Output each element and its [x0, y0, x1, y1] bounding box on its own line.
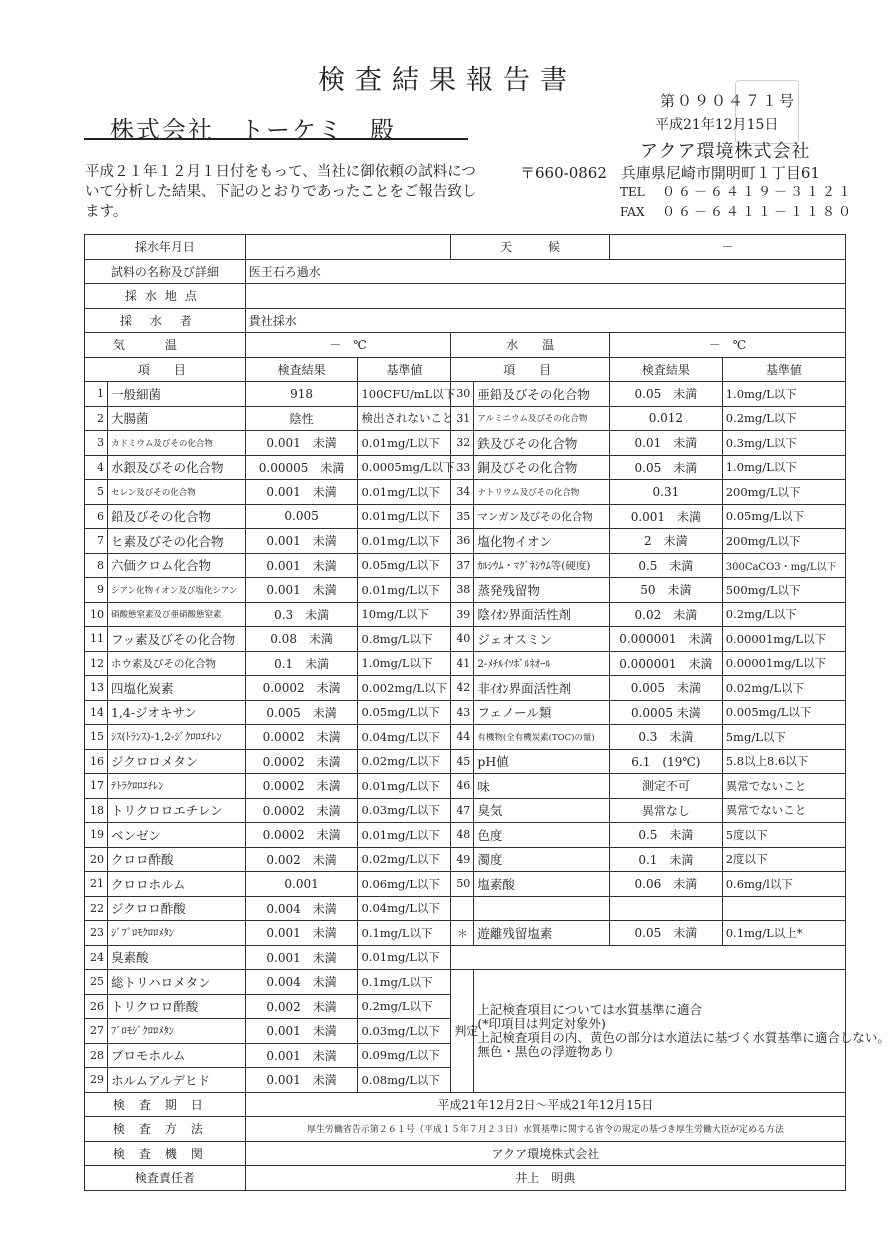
item-name: 味	[474, 774, 610, 799]
item-name: ブロモホルム	[107, 1043, 245, 1068]
sample-name-value: 医王石ろ過水	[245, 259, 845, 284]
row-inspection-period	[85, 1092, 846, 1117]
street-address: 兵庫県尼崎市開明町１丁目61	[620, 164, 820, 182]
item-number: 39	[451, 602, 474, 627]
item-name: セレン及びその化合物	[107, 480, 245, 505]
sample-name-label: 試料の名称及び詳細	[85, 259, 246, 284]
table-row	[85, 406, 846, 431]
table-row	[85, 651, 846, 676]
item-name: 陰ｲｵﾝ界面活性剤	[474, 602, 610, 627]
item-result: 陰性	[245, 406, 358, 431]
item-number: 43	[451, 700, 474, 725]
item-result: 0.004 未満	[245, 896, 358, 921]
item-standard: 0.8mg/L以下	[358, 627, 451, 652]
row-column-headers	[85, 357, 846, 382]
item-name: 2-ﾒﾁﾙｲｿﾎﾞﾙﾈｵｰﾙ	[474, 651, 610, 676]
item-number: 37	[451, 553, 474, 578]
table-row	[85, 504, 846, 529]
item-name: クロロ酢酸	[107, 847, 245, 872]
table-row	[85, 480, 846, 505]
item-name: 水銀及びその化合物	[107, 455, 245, 480]
location-label: 採水地点	[85, 284, 246, 309]
table-row	[85, 627, 846, 652]
item-standard: 5mg/L以下	[722, 725, 845, 750]
item-result: 2 未満	[610, 529, 723, 554]
judgement-line2: (*印項目は判定対象外)	[477, 1015, 606, 1031]
postal-code: 〒660-0862	[520, 164, 607, 182]
item-number: 8	[85, 553, 108, 578]
item-standard: 0.01mg/L以下	[358, 578, 451, 603]
item-standard: 0.02mg/L以下	[358, 749, 451, 774]
row-sampling-date	[85, 235, 846, 260]
item-standard: 0.05mg/L以下	[358, 700, 451, 725]
item-name: ジェオスミン	[474, 627, 610, 652]
item-number: 2	[85, 406, 108, 431]
sampler-value: 貴社採水	[245, 308, 845, 333]
item-standard: 異常でないこと	[722, 798, 845, 823]
weather-label: 天 候	[451, 235, 610, 260]
item-standard: 0.1mg/L以下	[358, 970, 451, 995]
method-label: 検査方法	[85, 1117, 246, 1142]
item-number: 14	[85, 700, 108, 725]
fax-number: ０６－６４１１－１１８０	[662, 205, 855, 220]
row-responsible	[85, 1166, 846, 1191]
item-name: トリクロロ酢酸	[107, 994, 245, 1019]
item-name: 六価クロム化合物	[107, 553, 245, 578]
item-result: 0.06 未満	[610, 872, 723, 897]
issuer-fax	[620, 201, 854, 220]
item-standard: 0.01mg/L以下	[358, 774, 451, 799]
item-standard: 0.2mg/L以下	[722, 602, 845, 627]
item-number: 42	[451, 676, 474, 701]
item-name: ベンゼン	[107, 823, 245, 848]
item-name: 1,4-ジオキサン	[107, 700, 245, 725]
item-result: 0.0002 未満	[245, 725, 358, 750]
item-number: 48	[451, 823, 474, 848]
responsible-value: 井上 明典	[245, 1166, 845, 1191]
item-standard: 200mg/L以下	[722, 529, 845, 554]
left-item-header: 項 目	[85, 357, 246, 382]
item-standard: 異常でないこと	[722, 774, 845, 799]
table-row	[85, 847, 846, 872]
item-name: ﾌﾞﾛﾓｼﾞｸﾛﾛﾒﾀﾝ	[107, 1019, 245, 1044]
item-number: 20	[85, 847, 108, 872]
item-standard: 200mg/L以下	[722, 480, 845, 505]
item-name: ｶﾙｼｳﾑ・ﾏｸﾞﾈｼｳﾑ等(硬度)	[474, 553, 610, 578]
item-result: 0.05 未満	[610, 921, 723, 946]
item-name: 大腸菌	[107, 406, 245, 431]
row-sampler	[85, 308, 846, 333]
item-name: 非ｲｵﾝ界面活性剤	[474, 676, 610, 701]
item-name: 硝酸態窒素及び亜硝酸態窒素	[107, 602, 245, 627]
item-result: 0.0002 未満	[245, 676, 358, 701]
item-result: 測定不可	[610, 774, 723, 799]
table-row	[85, 896, 846, 921]
table-row	[85, 970, 846, 995]
row-inspection-method	[85, 1117, 846, 1142]
item-name: ジクロロ酢酸	[107, 896, 245, 921]
item-number: 40	[451, 627, 474, 652]
item-name: カドミウム及びその化合物	[107, 431, 245, 456]
item-standard: 0.04mg/L以下	[358, 725, 451, 750]
item-standard: 0.01mg/L以下	[358, 504, 451, 529]
item-standard: 0.01mg/L以下	[358, 431, 451, 456]
item-standard: 0.09mg/L以下	[358, 1043, 451, 1068]
issuer-company: アクア環境株式会社	[640, 141, 811, 162]
item-name: シアン化物イオン及び塩化シアン	[107, 578, 245, 603]
results-table-footer	[85, 1092, 846, 1190]
judgement-label: 判定	[451, 970, 474, 1093]
water-temp-value: － ℃	[610, 333, 846, 358]
item-name: 亜鉛及びその化合物	[474, 382, 610, 407]
item-result: 50 未満	[610, 578, 723, 603]
item-standard: 0.01mg/L以下	[358, 823, 451, 848]
item-result: 0.005 未満	[610, 676, 723, 701]
item-number: 17	[85, 774, 108, 799]
tel-label: TEL	[620, 185, 645, 199]
item-result: 0.0005 未満	[610, 700, 723, 725]
responsible-label: 検査責任者	[85, 1166, 246, 1191]
table-row	[85, 602, 846, 627]
item-result: 0.3 未満	[610, 725, 723, 750]
table-row	[85, 382, 846, 407]
table-row	[85, 872, 846, 897]
item-result: 0.001 未満	[245, 1043, 358, 1068]
item-standard: 0.3mg/L以下	[722, 431, 845, 456]
table-row	[85, 725, 846, 750]
item-number: 26	[85, 994, 108, 1019]
item-standard: 0.01mg/L以下	[358, 529, 451, 554]
item-result: 0.012	[610, 406, 723, 431]
recipient-underline	[84, 138, 468, 140]
item-standard: 0.01mg/L以下	[358, 480, 451, 505]
item-standard: 0.1mg/L以上*	[722, 921, 845, 946]
issuer-address	[520, 162, 834, 183]
item-number: 9	[85, 578, 108, 603]
item-result: 0.001 未満	[245, 945, 358, 970]
item-number: 35	[451, 504, 474, 529]
item-name: マンガン及びその化合物	[474, 504, 610, 529]
item-number: 5	[85, 480, 108, 505]
item-result: 0.05 未満	[610, 455, 723, 480]
item-name: 臭素酸	[107, 945, 245, 970]
item-number: 11	[85, 627, 108, 652]
item-number: 13	[85, 676, 108, 701]
item-name	[474, 896, 610, 921]
sampler-label: 採水者	[85, 308, 246, 333]
item-result: 0.001 未満	[245, 529, 358, 554]
item-result: 0.001 未満	[245, 921, 358, 946]
item-number: 41	[451, 651, 474, 676]
item-standard: 0.02mg/L以下	[358, 847, 451, 872]
item-result: 0.08 未満	[245, 627, 358, 652]
item-standard: 300CaCO3・mg/L以下	[722, 553, 845, 578]
item-result: 918	[245, 382, 358, 407]
item-result: 0.00005 未満	[245, 455, 358, 480]
item-number: 38	[451, 578, 474, 603]
row-inspection-agency	[85, 1141, 846, 1166]
table-row	[85, 700, 846, 725]
item-standard: 0.06mg/L以下	[358, 872, 451, 897]
item-standard: 0.08mg/L以下	[358, 1068, 451, 1093]
report-number: 第０９０４７１号	[660, 92, 797, 110]
item-standard: 0.05mg/L以下	[358, 553, 451, 578]
item-name: 濁度	[474, 847, 610, 872]
item-result: 0.1 未満	[610, 847, 723, 872]
item-result: 0.002 未満	[245, 847, 358, 872]
item-name: pH値	[474, 749, 610, 774]
item-name: 四塩化炭素	[107, 676, 245, 701]
item-name: 鉛及びその化合物	[107, 504, 245, 529]
table-row	[85, 676, 846, 701]
item-result: 6.1 (19℃)	[610, 749, 723, 774]
item-number: 24	[85, 945, 108, 970]
item-name: 鉄及びその化合物	[474, 431, 610, 456]
item-standard: 0.00001mg/L以下	[722, 627, 845, 652]
table-row	[85, 431, 846, 456]
item-number	[451, 896, 474, 921]
sampling-date-label: 採水年月日	[85, 235, 246, 260]
item-name: トリクロロエチレン	[107, 798, 245, 823]
document-title: 検査結果報告書	[318, 65, 577, 96]
weather-value: －	[610, 235, 846, 260]
item-number: 12	[85, 651, 108, 676]
item-result: 0.01 未満	[610, 431, 723, 456]
row-temperature	[85, 333, 846, 358]
item-number: 44	[451, 725, 474, 750]
item-number: 34	[451, 480, 474, 505]
item-standard: 0.00001mg/L以下	[722, 651, 845, 676]
table-row	[85, 921, 846, 946]
item-name: フッ素及びその化合物	[107, 627, 245, 652]
item-result: 0.004 未満	[245, 970, 358, 995]
item-result: 0.001 未満	[245, 1019, 358, 1044]
item-standard: 0.02mg/L以下	[722, 676, 845, 701]
item-result: 0.1 未満	[245, 651, 358, 676]
item-name: 塩素酸	[474, 872, 610, 897]
item-result: 0.3 未満	[245, 602, 358, 627]
item-name: 有機物(全有機炭素(TOC)の量)	[474, 725, 610, 750]
item-number: 18	[85, 798, 108, 823]
item-standard: 100CFU/mL以下	[358, 382, 451, 407]
item-result: 0.5 未満	[610, 823, 723, 848]
item-name: ジクロロメタン	[107, 749, 245, 774]
item-name: フェノール類	[474, 700, 610, 725]
period-value: 平成21年12月2日～平成21年12月15日	[245, 1092, 845, 1117]
judgement-line3: 上記検査項目の内、黄色の部分は水道法に基づく水質基準に適合しない。	[477, 1029, 890, 1045]
left-result-header: 検査結果	[245, 357, 358, 382]
item-number: 28	[85, 1043, 108, 1068]
item-name: 臭気	[474, 798, 610, 823]
item-number: 27	[85, 1019, 108, 1044]
judgement-text	[474, 970, 890, 1093]
item-standard: 0.002mg/L以下	[358, 676, 451, 701]
table-row	[85, 529, 846, 554]
table-row	[85, 578, 846, 603]
item-result: 0.002 未満	[245, 994, 358, 1019]
item-name: 遊離残留塩素	[474, 921, 610, 946]
item-result: 0.0002 未満	[245, 774, 358, 799]
item-standard: 0.04mg/L以下	[358, 896, 451, 921]
item-result: 0.000001 未満	[610, 651, 723, 676]
results-table	[84, 234, 890, 1191]
report-date: 平成21年12月15日	[655, 117, 779, 133]
item-number: ＊	[451, 921, 474, 946]
item-number: 46	[451, 774, 474, 799]
item-result: 0.001 未満	[610, 504, 723, 529]
item-number: 23	[85, 921, 108, 946]
item-number: 16	[85, 749, 108, 774]
item-result: 0.31	[610, 480, 723, 505]
right-standard-header: 基準値	[722, 357, 845, 382]
item-result: 0.005 未満	[245, 700, 358, 725]
item-standard: 5.8以上8.6以下	[722, 749, 845, 774]
item-name: アルミニウム及びその化合物	[474, 406, 610, 431]
tel-number: ０６－６４１９－３１２１	[662, 185, 855, 200]
item-result: 0.5 未満	[610, 553, 723, 578]
item-name: クロロホルム	[107, 872, 245, 897]
table-row	[85, 798, 846, 823]
item-number: 19	[85, 823, 108, 848]
item-number: 1	[85, 382, 108, 407]
item-result: 0.0002 未満	[245, 749, 358, 774]
item-number: 33	[451, 455, 474, 480]
item-number: 49	[451, 847, 474, 872]
item-name: ナトリウム及びその化合物	[474, 480, 610, 505]
right-result-header: 検査結果	[610, 357, 723, 382]
item-number: 6	[85, 504, 108, 529]
item-name: 一般細菌	[107, 382, 245, 407]
item-name: ホルムアルデヒド	[107, 1068, 245, 1093]
item-standard: 500mg/L以下	[722, 578, 845, 603]
item-number: 31	[451, 406, 474, 431]
judgement-line1: 上記検査項目については水質基準に適合	[477, 1001, 703, 1017]
issuer-phone	[620, 181, 854, 200]
table-row	[85, 455, 846, 480]
left-standard-header: 基準値	[358, 357, 451, 382]
item-name: 銅及びその化合物	[474, 455, 610, 480]
item-result: 0.02 未満	[610, 602, 723, 627]
item-standard: 0.2mg/L以下	[722, 406, 845, 431]
recipient-name: 株式会社 トーケミ 殿	[110, 116, 396, 144]
item-result: 0.000001 未満	[610, 627, 723, 652]
air-temp-label: 気温	[85, 333, 246, 358]
judgement-line4: 無色・黒色の浮遊物あり	[477, 1043, 615, 1059]
item-result: 0.001 未満	[245, 431, 358, 456]
item-standard: 2度以下	[722, 847, 845, 872]
location-value	[245, 284, 845, 309]
item-number: 47	[451, 798, 474, 823]
fax-label: FAX	[620, 205, 645, 219]
item-number: 25	[85, 970, 108, 995]
item-result: 0.001 未満	[245, 480, 358, 505]
item-standard: 10mg/L以下	[358, 602, 451, 627]
item-number: 15	[85, 725, 108, 750]
item-name: 色度	[474, 823, 610, 848]
row-location	[85, 284, 846, 309]
item-standard: 0.0005mg/L以下	[358, 455, 451, 480]
results-table-body	[85, 235, 890, 1093]
item-name: 蒸発残留物	[474, 578, 610, 603]
item-name: ｼﾞﾌﾞﾛﾓｸﾛﾛﾒﾀﾝ	[107, 921, 245, 946]
item-result: 0.005	[245, 504, 358, 529]
table-row	[85, 945, 846, 970]
item-number: 21	[85, 872, 108, 897]
item-standard: 0.03mg/L以下	[358, 1019, 451, 1044]
item-number: 3	[85, 431, 108, 456]
period-label: 検査期日	[85, 1092, 246, 1117]
item-name: ホウ素及びその化合物	[107, 651, 245, 676]
item-number: 32	[451, 431, 474, 456]
item-standard: 0.03mg/L以下	[358, 798, 451, 823]
item-result: 0.0002 未満	[245, 798, 358, 823]
item-number: 30	[451, 382, 474, 407]
item-standard: 0.6mg/l以下	[722, 872, 845, 897]
item-result: 0.001	[245, 872, 358, 897]
item-result: 異常なし	[610, 798, 723, 823]
item-number: 50	[451, 872, 474, 897]
method-value: 厚生労働省告示第２６１号（平成１５年７月２３日）水質基準に関する省令の規定の基づき厚生労働大臣が定める方法	[245, 1117, 845, 1142]
row-sample-name	[85, 259, 846, 284]
item-standard: 0.01mg/L以下	[358, 945, 451, 970]
table-row	[85, 749, 846, 774]
judgement-blank	[451, 945, 846, 970]
table-row	[85, 823, 846, 848]
item-name: ヒ素及びその化合物	[107, 529, 245, 554]
agency-label: 検査機関	[85, 1141, 246, 1166]
item-result: 0.001 未満	[245, 578, 358, 603]
item-name: 総トリハロメタン	[107, 970, 245, 995]
water-temp-label: 水 温	[451, 333, 610, 358]
item-number: 22	[85, 896, 108, 921]
item-standard: 0.1mg/L以下	[358, 921, 451, 946]
item-standard: 0.2mg/L以下	[358, 994, 451, 1019]
item-number: 36	[451, 529, 474, 554]
table-row	[85, 774, 846, 799]
item-standard	[722, 896, 845, 921]
item-standard: 1.0mg/L以下	[722, 455, 845, 480]
item-standard: 検出されないこと	[358, 406, 451, 431]
item-standard: 1.0mg/L以下	[358, 651, 451, 676]
item-number: 45	[451, 749, 474, 774]
item-number: 29	[85, 1068, 108, 1093]
right-item-header: 項 目	[451, 357, 610, 382]
sampling-date-value	[245, 235, 451, 260]
table-row	[85, 553, 846, 578]
item-result: 0.0002 未満	[245, 823, 358, 848]
item-number: 4	[85, 455, 108, 480]
intro-text: 平成２１年１２月１日付をもって、当社に御依頼の試料について分析した結果、下記のとおりであったことをご報告致します。	[85, 164, 477, 220]
item-standard: 0.05mg/L以下	[722, 504, 845, 529]
item-name: 塩化物イオン	[474, 529, 610, 554]
item-result: 0.001 未満	[245, 1068, 358, 1093]
item-result: 0.05 未満	[610, 382, 723, 407]
item-result	[610, 896, 723, 921]
agency-value: アクア環境株式会社	[245, 1141, 845, 1166]
item-name: ｼｽ(ﾄﾗﾝｽ)-1,2-ｼﾞｸﾛﾛｴﾁﾚﾝ	[107, 725, 245, 750]
item-standard: 0.005mg/L以下	[722, 700, 845, 725]
item-result: 0.001 未満	[245, 553, 358, 578]
item-standard: 5度以下	[722, 823, 845, 848]
item-name: ﾃﾄﾗｸﾛﾛｴﾁﾚﾝ	[107, 774, 245, 799]
air-temp-value: － ℃	[245, 333, 451, 358]
item-number: 10	[85, 602, 108, 627]
item-number: 7	[85, 529, 108, 554]
item-standard: 1.0mg/L以下	[722, 382, 845, 407]
